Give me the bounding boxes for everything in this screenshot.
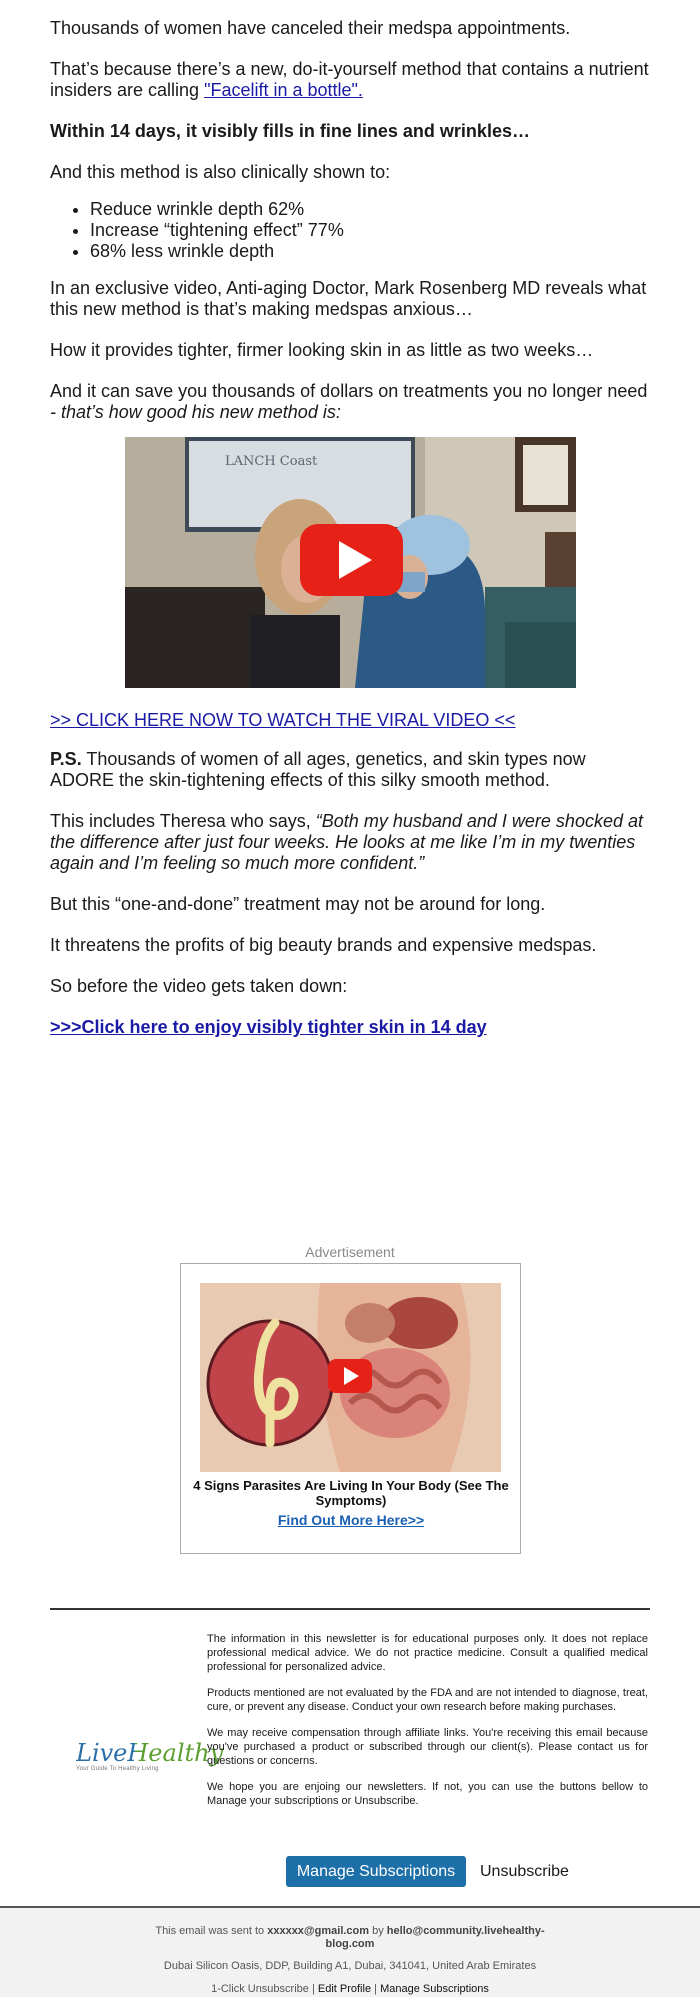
logo-wordmark-text: LiveHealthy [76,1739,224,1767]
benefit-item: • 68% less wrinkle depth [90,241,650,262]
disclaimer-paragraph: We may receive compensation through affiliate links. You're receiving this email because you've purchased a product or subscribed through our client(s). Please contact us for questions or concerns. [207,1727,648,1767]
separator: | [308,1983,318,1995]
testimonial-quote: “Both my husband and I were shocked at the difference after just four weeks. He looks at me like I’m in my twenties again and I’m feeling so much more confident.” [50,811,643,873]
footer-links [0,1983,700,1995]
testimonial-intro: This includes Theresa who says, [50,811,316,831]
sender-email: hello@community.livehealthy-blog.com [325,1925,545,1950]
manage-subscriptions-button[interactable]: Manage Subscriptions [286,1856,466,1887]
watch-video-link[interactable]: >> CLICK HERE NOW TO WATCH THE VIRAL VIDEO << [50,710,516,730]
intro-paragraph: Thousands of women have canceled their medspa appointments. [50,18,571,38]
ad-image[interactable] [200,1283,501,1472]
logo-tagline: Your Guide To Healthy Living [76,1766,159,1772]
savings-paragraph [50,381,650,423]
before-paragraph: So before the video gets taken down: [50,976,348,996]
advertisement-box[interactable] [180,1263,521,1554]
sent-pre: This email was sent to [155,1925,268,1937]
ps-label: P.S. [50,749,82,769]
tighter-skin-link[interactable]: >>>Click here to enjoy visibly tighter skin in 14 day [50,1017,487,1037]
sent-to-notice [150,1925,550,1951]
ad-link[interactable]: Find Out More Here>> [277,1512,425,1528]
video-sign-text: LANCH Coast [225,454,318,469]
facelift-link[interactable]: "Facelift in a bottle". [204,80,363,100]
manage-subscriptions-link[interactable]: Manage Subscriptions [380,1983,489,1995]
unsubscribe-button[interactable]: Unsubscribe [480,1863,569,1880]
results-paragraph: How it provides tighter, firmer looking skin in as little as two weeks… [50,340,594,360]
benefit-item: • Reduce wrinkle depth 62% [90,199,650,220]
savings-emphasis: - that’s how good his new method is: [50,402,341,422]
ps-text: Thousands of women of all ages, genetics, and skin types now ADORE the skin-tightening effects of this silky smooth method. [50,749,586,790]
method-paragraph [50,59,650,101]
doctor-paragraph: In an exclusive video, Anti-aging Doctor, Mark Rosenberg MD reveals what this new method is that’s making medspas anxious… [50,278,647,319]
article-body-continued [50,749,650,1058]
benefit-list [50,199,650,262]
ps-paragraph [50,749,650,791]
disclaimer [207,1632,648,1820]
urgency-paragraph: But this “one-and-done” treatment may not be around for long. [50,894,546,914]
clinical-intro: And this method is also clinically shown to: [50,162,391,182]
postal-address: Dubai Silicon Oasis, DDP, Building A1, Dubai, 341041, United Arab Emirates [163,1960,537,1972]
one-click-unsubscribe-link[interactable]: 1-Click Unsubscribe [211,1983,309,1995]
video-frame-image [125,437,576,688]
sent-mid: by [369,1925,387,1937]
separator: | [371,1983,381,1995]
video-thumbnail[interactable] [125,437,576,688]
livehealthy-logo [76,1739,224,1772]
method-text: That’s because there’s a new, do-it-yourself method that contains a nutrient insiders are calling [50,59,649,100]
article-body [50,18,650,443]
logo-wordmark [76,1739,224,1767]
ad-illustration [200,1283,501,1472]
disclaimer-paragraph: The information in this newsletter is for educational purposes only. It does not replace professional medical advice. We do not practice medicine. Consult a qualified medical professional for personalized advice. [207,1633,648,1673]
play-button-icon[interactable] [300,524,403,596]
highlight-paragraph: Within 14 days, it visibly fills in fine lines and wrinkles… [50,121,530,141]
footer-divider [50,1608,650,1610]
edit-profile-link[interactable]: Edit Profile [317,1983,372,1995]
disclaimer-paragraph: We hope you are enjoing our newsletters. If not, you can use the buttons bellow to Manage your subscriptions or Unsubscribe. [207,1781,648,1807]
savings-text: And it can save you thousands of dollars on treatments you no longer need [50,381,648,401]
threat-paragraph: It threatens the profits of big beauty brands and expensive medspas. [50,935,597,955]
recipient-email: xxxxxx@gmail.com [267,1925,370,1937]
ad-title[interactable]: 4 Signs Parasites Are Living In Your Body (See The Symptoms) [193,1478,509,1508]
cta-paragraph [50,1017,650,1038]
benefit-item: • Increase “tightening effect” 77% [90,220,650,241]
disclaimer-paragraph: Products mentioned are not evaluated by the FDA and are not intended to diagnose, treat, cure, or prevent any disease. Conduct your own research before making purchases. [207,1687,648,1713]
advertisement-label: Advertisement [305,1244,395,1260]
testimonial-paragraph [50,811,650,874]
